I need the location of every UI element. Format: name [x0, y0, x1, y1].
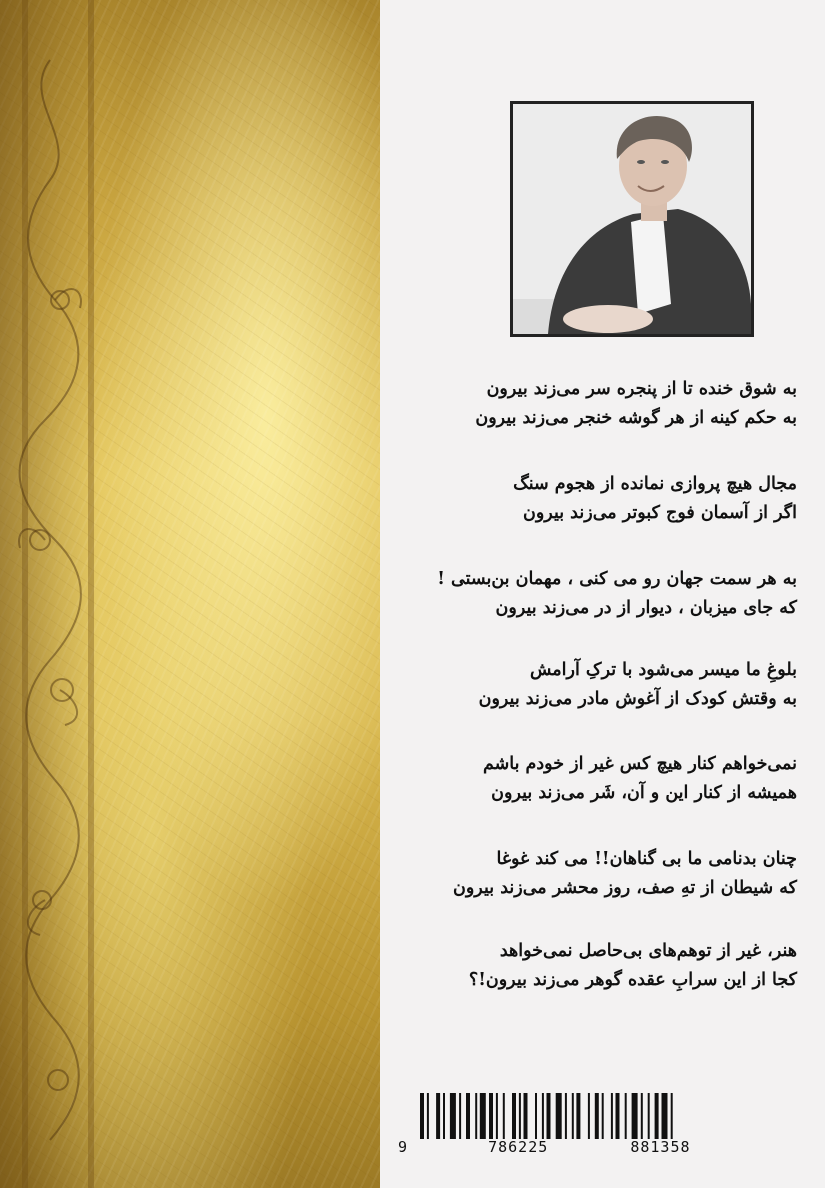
barcode-bar [616, 1093, 620, 1139]
barcode-bar [480, 1093, 486, 1139]
barcode-bar [648, 1093, 650, 1139]
barcode-bar [503, 1093, 505, 1139]
poem-line: به حکم کینه از هر گوشه خنجر می‌زند بیرون [475, 408, 797, 428]
poem-stanza [407, 656, 797, 714]
isbn-digits [398, 1138, 798, 1156]
poem-stanza [407, 845, 797, 903]
barcode-bar [602, 1093, 604, 1139]
poem-line: که جای میزبان ، دیوار از در می‌زند بیرون [495, 598, 797, 618]
poem-line: کجا از این سرابِ عقده گوهر می‌زند بیرون!؟ [468, 970, 797, 990]
barcode-bar [496, 1093, 498, 1139]
poem-line: که شیطان از تهِ صف، روز محشر می‌زند بیرون [453, 878, 797, 898]
poem-line: هنر، غیر از توهم‌های بی‌حاصل نمی‌خواهد [499, 941, 797, 961]
poem-stanza [407, 565, 797, 623]
barcode-bar [565, 1093, 567, 1139]
barcode-bar [576, 1093, 580, 1139]
poem-stanza [407, 470, 797, 528]
barcode-bar [625, 1093, 627, 1139]
barcode-bar [420, 1093, 424, 1139]
barcode-bar [671, 1093, 673, 1139]
poem-stanza [407, 750, 797, 808]
barcode-bar [475, 1093, 477, 1139]
poem-line: به شوق خنده تا از پنجره سر می‌زند بیرون [486, 379, 797, 399]
barcode-bar [443, 1093, 445, 1139]
poem-line: اگر از آسمان فوج کبوتر می‌زند بیرون [522, 503, 797, 523]
isbn-group-1: 786225 [488, 1138, 549, 1156]
barcode-bar [662, 1093, 668, 1139]
barcode-bar [436, 1093, 440, 1139]
poem-line: نمی‌خواهم کنار هیچ کس غیر از خودم باشم [482, 754, 797, 774]
gold-cover-panel [0, 0, 380, 1188]
barcode-bar [427, 1093, 429, 1139]
isbn-group-2: 881358 [630, 1138, 691, 1156]
barcode-bar [611, 1093, 613, 1139]
barcode-bar [459, 1093, 461, 1139]
barcode-bar [547, 1093, 551, 1139]
poem-line: چنان بدنامی ما بی گناهان!! می کند غوغا [496, 849, 797, 869]
poem-line: همیشه از کنار این و آن، شَر می‌زند بیرون [491, 783, 797, 803]
barcode-bar [655, 1093, 659, 1139]
barcode-bar [556, 1093, 562, 1139]
barcode-bar [450, 1093, 456, 1139]
barcode-bar [489, 1093, 493, 1139]
barcode-bar [572, 1093, 574, 1139]
floral-pattern [0, 0, 100, 1188]
barcode-bar [542, 1093, 544, 1139]
barcode-bars [398, 1093, 798, 1139]
author-photo [510, 101, 754, 337]
poem-stanza [407, 937, 797, 995]
poem-line: به وقتش کودک از آغوش مادر می‌زند بیرون [478, 689, 797, 709]
barcode-bar [519, 1093, 521, 1139]
poem-line: مجال هیچ پروازی نمانده از هجوم سنگ [513, 474, 797, 494]
barcode-bar [632, 1093, 638, 1139]
poem-line: بلوغِ ما میسر می‌شود با ترکِ آرامش [529, 660, 797, 680]
poem-stanza [407, 375, 797, 433]
barcode-bar [524, 1093, 528, 1139]
poem-line: به هر سمت جهان رو می کنی ، مهمان بن‌بستی ! [437, 569, 797, 589]
barcode-bar [588, 1093, 590, 1139]
barcode-bar [535, 1093, 537, 1139]
isbn-prefix: 9 [398, 1138, 409, 1156]
barcode-bar [595, 1093, 599, 1139]
barcode-bar [466, 1093, 470, 1139]
barcode-bar [512, 1093, 516, 1139]
barcode-bar [641, 1093, 643, 1139]
